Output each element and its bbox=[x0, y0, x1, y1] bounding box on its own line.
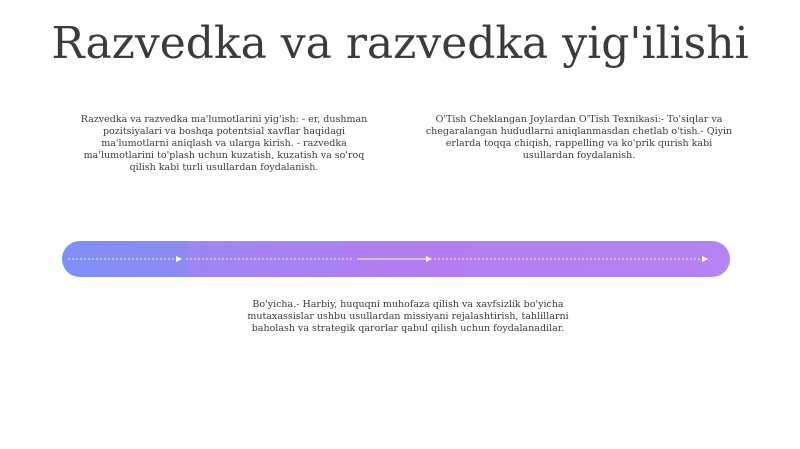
timeline-arrowhead-icon bbox=[176, 256, 182, 262]
timeline-arrows bbox=[62, 241, 730, 277]
text-block-intelligence: Razvedka va razvedka ma'lumotlarini yig'ish: - er, dushman pozitsiyalari va boshqa potentsial xavflar haqidagi ma'lumotlarni aniqlash va ularga kirish. - razvedka ma'lumotlarini to'plash uchun kuzatish, kuzatish va so'roq qilish kabi turli usullardan foydalanish. bbox=[80, 114, 368, 173]
text-block-application: Bo'yicha.- Harbiy, huquqni muhofaza qilish va xavfsizlik bo'yicha mutaxassislar ushbu usullardan missiyani rejalashtirish, tahlillarni baholash va strategik qarorlar qabul qilish uchun foydalanadilar. bbox=[247, 299, 569, 334]
page-title: Razvedka va razvedka yig'ilishi bbox=[51, 18, 749, 69]
timeline-arrowhead-icon bbox=[702, 256, 708, 262]
text-block-passage: O'Tish Cheklangan Joylardan O'Tish Texnikasi:- To'siqlar va chegaralangan hududlarni aniqlanmasdan chetlab o'tish.- Qiyin erlarda toqqa chiqish, rappelling va ko'prik qurish kabi usullardan foydalanish. bbox=[425, 114, 733, 161]
timeline-arrowhead-icon bbox=[426, 256, 432, 262]
timeline-bar bbox=[62, 241, 730, 277]
